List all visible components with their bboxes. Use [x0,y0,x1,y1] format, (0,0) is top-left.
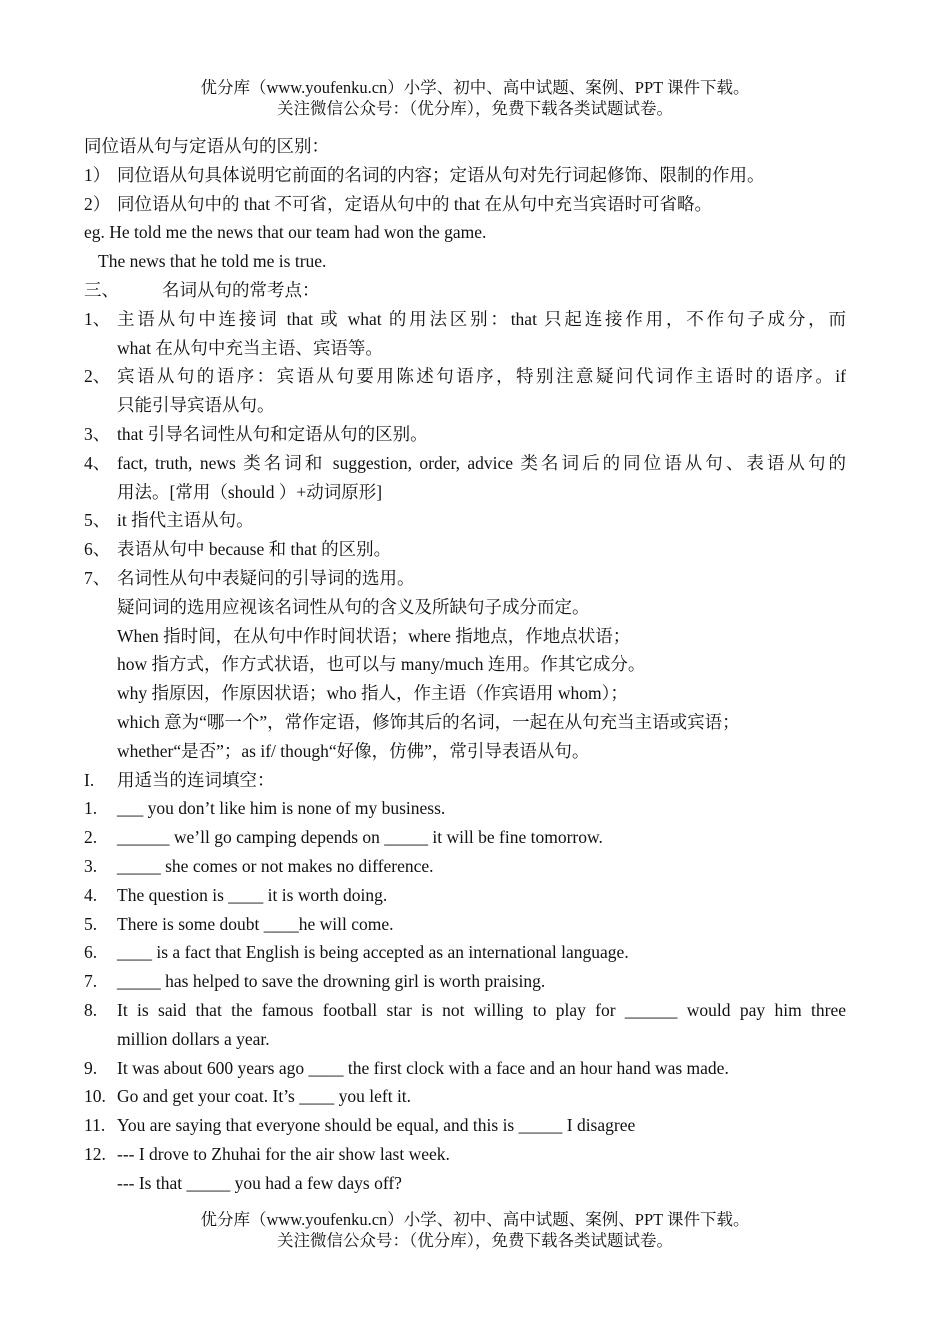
diff-point-number: 2） [84,193,111,214]
key-point-text: 主语从句中连接词 that 或 what 的用法区别：that 只起连接作用，不作句子成分，而 [117,308,846,329]
key-point-number: 7、 [84,567,111,588]
question [84,823,846,852]
key-point-text: 名词性从句中表疑问的引导词的选用。 [117,567,415,588]
explanation-line: 疑问词的选用应视该名词性从句的含义及所缺句子成分而定。 [117,596,590,617]
diff-point-number: 1） [84,164,111,185]
section-number: 三、 [84,279,119,300]
header-line-1: 优分库（www.youfenku.cn）小学、初中、高中试题、案例、PPT 课件下载。 [200,78,750,97]
question-text: It was about 600 years ago ____ the first clock with a face and an hour hand was made. [117,1057,729,1078]
explanation-line: which 意为“哪一个”，常作定语，修饰其后的名词，一起在从句充当主语或宾语； [117,711,740,732]
key-point-number: 3、 [84,423,111,444]
page-footer [0,1209,950,1251]
key-point-text: that 引导名词性从句和定语从句的区别。 [117,423,428,444]
question [84,1111,846,1140]
explanation-line: whether“是否”；as if/ though“好像，仿佛”，常引导表语从句。 [117,740,590,761]
key-point [84,535,846,564]
section-heading [84,276,846,305]
key-point-text: fact, truth, news 类名词和 suggestion, order, advice 类名词后的同位语从句、表语从句的 [117,452,846,473]
question [84,996,846,1025]
question [84,938,846,967]
key-point [84,564,846,593]
explanation-line: why 指原因，作原因状语；who 指人，作主语（作宾语用 whom）； [117,683,628,704]
question-number: 10. [84,1086,106,1107]
key-point [84,506,846,535]
question-text: It is said that the famous football star is not willing to play for ______ would pay him three [117,999,846,1020]
question [84,910,846,939]
question-number: 9. [84,1057,98,1078]
question-continuation: million dollars a year. [117,1028,270,1049]
question-number: 12. [84,1143,106,1164]
question-text: ____ is a fact that English is being accepted as an international language. [117,942,629,963]
question-number: 11. [84,1115,106,1136]
question-text: ___ you don’t like him is none of my business. [117,798,446,819]
diff-point-text: 同位语从句具体说明它前面的名词的内容；定语从句对先行词起修饰、限制的作用。 [117,164,765,185]
explanation-line: how 指方式，作方式状语，也可以与 many/much 连用。作其它成分。 [117,654,646,675]
key-point [84,449,846,478]
diff-point-text: 同位语从句中的 that 不可省，定语从句中的 that 在从句中充当宾语时可省略。 [117,193,712,214]
section-title: 同位语从句与定语从句的区别： [84,136,329,156]
diff-point [84,161,846,190]
question-number: 8. [84,999,98,1020]
question-text: Go and get your coat. It’s ____ you left it. [117,1086,412,1107]
example-sentence: eg. He told me the news that our team had won the game. [84,222,487,243]
exercise-number: I. [84,769,95,790]
question-number: 1. [84,798,98,819]
question-text: _____ has helped to save the drowning girl is worth praising. [117,971,546,992]
key-point-number: 5、 [84,510,111,531]
key-point-continuation: 只能引导宾语从句。 [117,395,275,416]
document-body [84,132,846,1197]
key-point-number: 2、 [84,366,111,387]
key-point-continuation: what 在从句中充当主语、宾语等。 [117,337,383,358]
question-number: 2. [84,827,98,848]
question-text: ______ we’ll go camping depends on _____ it will be fine tomorrow. [117,827,603,848]
question-number: 6. [84,942,98,963]
question [84,1054,846,1083]
footer-line-1: 优分库（www.youfenku.cn）小学、初中、高中试题、案例、PPT 课件下载。 [200,1210,750,1229]
exercise-heading [84,766,846,795]
question-number: 7. [84,971,98,992]
footer-line-2: 关注微信公众号：（优分库），免费下载各类试题试卷。 [277,1231,673,1250]
header-line-2: 关注微信公众号：（优分库），免费下载各类试题试卷。 [277,99,673,118]
explanation-line: When 指时间，在从句中作时间状语；where 指地点，作地点状语； [117,625,631,646]
question-continuation: --- Is that _____ you had a few days off? [117,1172,402,1193]
key-point-text: 宾语从句的语序：宾语从句要用陈述句语序，特别注意疑问代词作主语时的语序。if [117,366,846,387]
key-point [84,362,846,391]
question [84,794,846,823]
question [84,881,846,910]
question [84,1082,846,1111]
question-text: There is some doubt ____he will come. [117,913,394,934]
key-point-text: 表语从句中 because 和 that 的区别。 [117,539,392,560]
key-point-continuation: 用法。[常用（should ）+动词原形] [117,481,383,502]
question-text: The question is ____ it is worth doing. [117,884,388,905]
question [84,852,846,881]
question [84,1140,846,1169]
key-point-number: 1、 [84,308,111,329]
question-text: _____ she comes or not makes no difference. [117,855,434,876]
key-point-number: 4、 [84,452,111,473]
example-sentence: The news that he told me is true. [98,251,327,272]
key-point-number: 6、 [84,539,111,560]
question-number: 3. [84,855,98,876]
question-text: You are saying that everyone should be equal, and this is _____ I disagree [117,1115,636,1136]
exercise-title: 用适当的连词填空： [117,769,275,790]
page-header [0,77,950,119]
section-heading-text: 名词从句的常考点： [162,279,320,300]
key-point-text: it 指代主语从句。 [117,510,254,531]
key-point [84,305,846,334]
diff-point [84,190,846,219]
question-text: --- I drove to Zhuhai for the air show last week. [117,1143,450,1164]
question [84,967,846,996]
question-number: 5. [84,913,98,934]
question-number: 4. [84,884,98,905]
key-point [84,420,846,449]
